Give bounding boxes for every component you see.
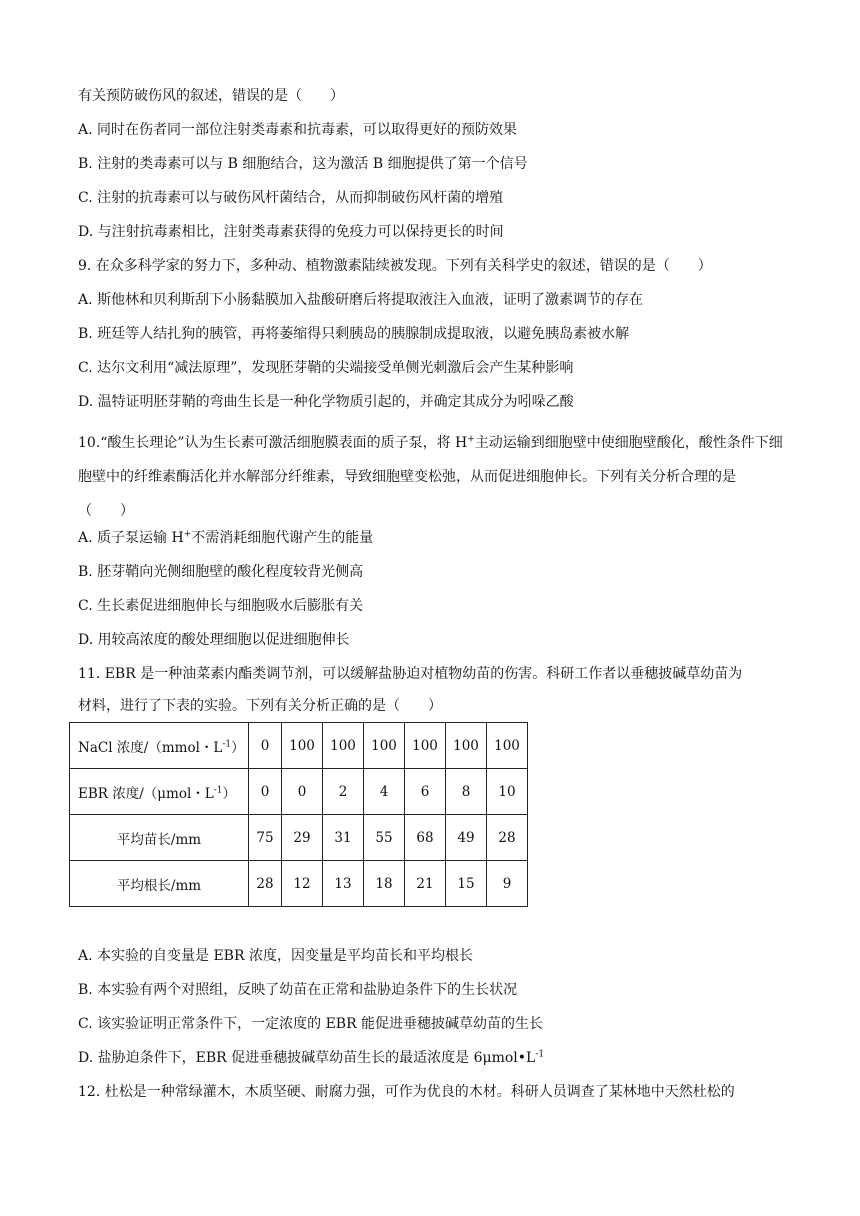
table-cell: 13 [323,861,364,907]
q11-stem-line-2: 材料，进行了下表的实验。下列有关分析正确的是（ ） [78,698,442,714]
q8-option-d: D. 与注射抗毒素相比，注射类毒素获得的免疫力可以保持更长的时间 [78,224,504,240]
q10-stem [78,426,783,528]
q8-option-c: C. 注射的抗毒素可以与破伤风杆菌结合，从而抑制破伤风杆菌的增殖 [78,190,504,206]
row-label-end: ） [222,785,237,802]
q10-stem-text-1: 10.“酸生长理论”认为生长素可激活细胞膜表面的质子泵，将 H [78,435,468,451]
table-cell: 68 [405,815,446,861]
table-cell: 100 [405,723,446,769]
table-cell: 100 [364,723,405,769]
table-cell: 100 [446,723,487,769]
row-label-ebr [70,769,249,815]
q10-option-d: D. 用较高浓度的酸处理细胞以促进细胞伸长 [78,632,350,648]
q8-stem: 有关预防破伤风的叙述，错误的是（ ） [78,88,344,104]
q10-option-b: B. 胚芽鞘向光侧细胞壁的酸化程度较背光侧高 [78,564,364,580]
q9-option-b: B. 班廷等人结扎狗的胰管，再将萎缩得只剩胰岛的胰腺制成提取液，以避免胰岛素被水解 [78,326,630,342]
table-cell: 15 [446,861,487,907]
q9-stem: 9. 在众多科学家的努力下，多种动、植物激素陆续被发现。下列有关科学史的叙述，错误的是（ ） [78,258,712,274]
experiment-table [69,722,528,907]
table-cell: 9 [487,861,528,907]
row-label-nacl [70,723,249,769]
q10-option-a [78,528,373,548]
row-label-sup: -1 [222,739,232,749]
row-label-sup: -1 [213,785,223,795]
table-cell: 8 [446,769,487,815]
q9-option-c: C. 达尔文利用“减法原理”，发现胚芽鞘的尖端接受单侧光刺激后会产生某种影响 [78,360,574,376]
q10-stem-text-2: 主动运输到细胞壁中使细胞壁酸化，酸性条件下细胞壁中的纤维素酶活化并水解部分纤维素，导致细胞壁变松弛，从而促进细胞伸长。下列有关分析合理的是（ ） [78,435,783,519]
q10-stem-sup: + [467,434,475,445]
row-label-text: NaCl 浓度/（mmol・L [78,739,223,756]
table-cell: 0 [249,723,282,769]
table-cell: 4 [364,769,405,815]
table-cell: 12 [282,861,323,907]
table-row [70,815,528,861]
table-cell: 6 [405,769,446,815]
row-label-end: ） [231,739,245,756]
table-cell: 0 [282,769,323,815]
q10-option-a-sup: + [183,529,192,540]
table-row [70,861,528,907]
table-cell: 100 [282,723,323,769]
q10-option-c: C. 生长素促进细胞伸长与细胞吸水后膨胀有关 [78,598,364,614]
table-row [70,769,528,815]
table-cell: 55 [364,815,405,861]
table-cell: 10 [487,769,528,815]
table-cell: 28 [249,861,282,907]
table-cell: 31 [323,815,364,861]
q11-option-a: A. 本实验的自变量是 EBR 浓度，因变量是平均苗长和平均根长 [78,948,473,964]
q11-stem-line-1: 11. EBR 是一种油菜素内酯类调节剂，可以缓解盐胁迫对植物幼苗的伤害。科研工作者以垂穗披碱草幼苗为 [78,666,743,682]
table-cell: 2 [323,769,364,815]
table-cell: 100 [487,723,528,769]
q11-option-d [78,1048,544,1068]
table-cell: 28 [487,815,528,861]
table-row [70,723,528,769]
row-label-text: EBR 浓度/（μmol・L [78,785,214,802]
q11-option-b: B. 本实验有两个对照组，反映了幼苗在正常和盐胁迫条件下的生长状况 [78,982,518,998]
q9-option-a: A. 斯他林和贝利斯刮下小肠黏膜加入盐酸研磨后将提取液注入血液，证明了激素调节的存在 [78,292,644,308]
q8-option-a: A. 同时在伤者同一部位注射类毒素和抗毒素，可以取得更好的预防效果 [78,122,518,138]
table-cell: 49 [446,815,487,861]
row-label-root: 平均根长/mm [70,861,249,907]
table-cell: 0 [249,769,282,815]
q10-option-a-text-2: 不需消耗细胞代谢产生的能量 [191,530,374,546]
q11-option-d-text: D. 盐胁迫条件下，EBR 促进垂穗披碱草幼苗生长的最适浓度是 6μmol•L [78,1050,536,1066]
q11-option-c: C. 该实验证明正常条件下，一定浓度的 EBR 能促进垂穗披碱草幼苗的生长 [78,1016,544,1032]
table-cell: 100 [323,723,364,769]
q12-stem: 12. 杜松是一种常绿灌木，木质坚硬、耐腐力强，可作为优良的木材。科研人员调查了某林地中天然杜松的 [78,1084,735,1100]
q10-option-a-text-1: A. 质子泵运输 H [78,530,184,546]
q11-option-d-sup: -1 [535,1049,545,1060]
table-cell: 29 [282,815,323,861]
table-cell: 75 [249,815,282,861]
table-cell: 21 [405,861,446,907]
q9-option-d: D. 温特证明胚芽鞘的弯曲生长是一种化学物质引起的，并确定其成分为吲哚乙酸 [78,394,574,410]
row-label-shoot: 平均苗长/mm [70,815,249,861]
table-cell: 18 [364,861,405,907]
q8-option-b: B. 注射的类毒素可以与 B 细胞结合，这为激活 B 细胞提供了第一个信号 [78,156,528,172]
